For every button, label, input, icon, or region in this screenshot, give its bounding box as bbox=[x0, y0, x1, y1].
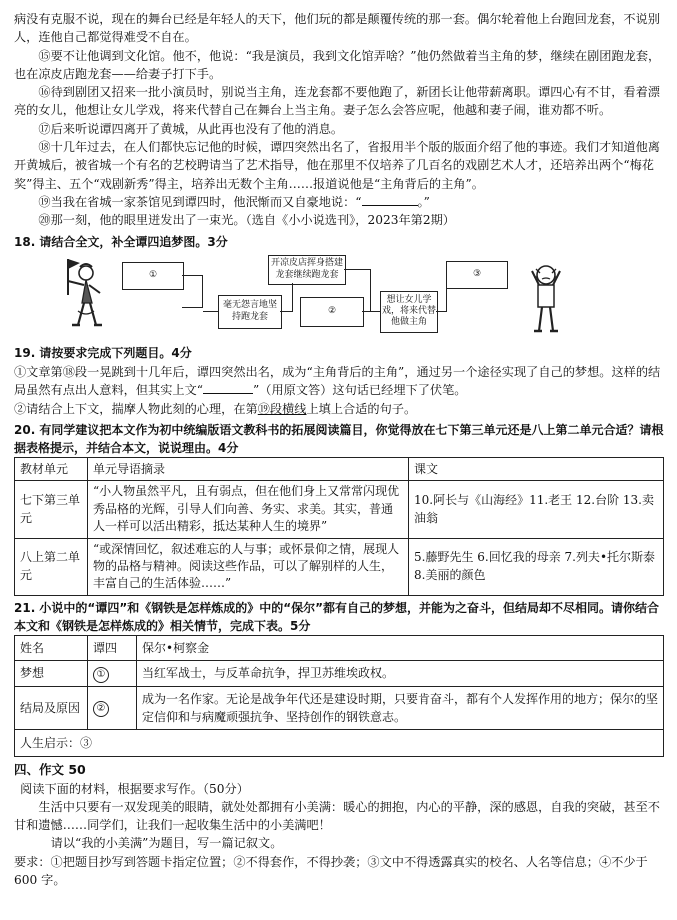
story-paragraph-18: ⑱十几年过去，在人们都快忘记他的时候，谭四突然出名了，省报用半个版的版面介绍了他的事迹。我们才知道他离开黄城后，被省城一个有名的艺校聘请当了艺术指导，他在那里不仅培养了几百名的戏剧艺术人才，还培养出两个“梅花奖”得主、五个“戏剧新秀”得主，培养出无数个主角……报道说他是“主角背后的主角”。 bbox=[14, 140, 660, 191]
story-paragraph-20: ⑳那一刻，他的眼里迸发出了一束光。（选自《小小说选刊》，2023年第2期） bbox=[38, 213, 455, 228]
essay-material: 生活中只要有一双发现美的眼睛，就处处都拥有小美满：暖心的拥抱，内心的平静，深的感恩，自我的突破，甚至不甘和遗憾……同学们，让我们一起收集生活中的小美满吧！ bbox=[14, 799, 660, 833]
q19-answer-blank[interactable] bbox=[203, 381, 253, 394]
intro-cell: “或深情回忆，叙述难忘的人与事；或怀景仰之情，展现人物的品格与精神。阅读这些作品，可以了解别样的人生，丰富自己的生活体验……” bbox=[88, 538, 409, 595]
unit-cell: 八上第二单元 bbox=[15, 538, 88, 595]
table-header-row bbox=[15, 458, 664, 481]
diagram-box-5: ② bbox=[300, 297, 364, 327]
comparison-table bbox=[14, 635, 664, 757]
table-row bbox=[15, 635, 664, 660]
p19-answer-blank[interactable] bbox=[362, 193, 418, 206]
question-19-label: 19. 请按要求完成下列题目。4分 bbox=[14, 345, 192, 360]
unit-table bbox=[14, 457, 664, 595]
paul-result-cell: 成为一名作家。无论是战争年代还是建设时期，只要肯奋斗，都有个人发挥作用的地方；保尔的坚定信仰和与病魔顽强抗争、坚持创作的钢铁意志。 bbox=[137, 686, 664, 729]
essay-heading: 四、作文 50 bbox=[14, 761, 86, 777]
question-21-label: 21. 小说中的“谭四”和《钢铁是怎样炼成的》中的“保尔”都有自己的梦想，并能为之奋斗，但结局却不尽相同。请你结合本文和《钢铁是怎样炼成的》相关情节，完成下表。5分 bbox=[14, 600, 659, 633]
p19-text: ⑲当我在省城一家茶馆见到谭四时，他泯惭而又自豪地说：“ bbox=[38, 194, 362, 209]
intro-cell: “小人物虽然平凡，且有弱点，但在他们身上又常常闪现优秀品格的光辉，引导人们向善、务实、求美。其实，普通人一样可以活出精彩，抵达某种人生的境界” bbox=[88, 481, 409, 538]
header-cell: 单元导语摘录 bbox=[88, 458, 409, 481]
essay-task: 请以“我的小美满”为题目，写一篇记叙文。 bbox=[50, 836, 283, 851]
table-row bbox=[15, 729, 664, 756]
diagram-box-1: ① bbox=[122, 262, 184, 290]
performer-figure-icon bbox=[58, 255, 114, 339]
question-19-sub-2: ②请结合上下文，揣摩人物此刻的心理，在第⑲段横线上填上合适的句子。 bbox=[14, 402, 417, 417]
question-18-label: 18. 请结合全文，补全谭四追梦图。3分 bbox=[14, 234, 228, 249]
texts-cell: 5.藤野先生 6.回忆我的母亲 7.列夫•托尔斯泰 8.美丽的颜色 bbox=[409, 538, 664, 595]
diagram-box-4: 毫无怨言地坚持跑龙套 bbox=[218, 295, 282, 329]
header-cell: 教材单元 bbox=[15, 458, 88, 481]
answer-cell[interactable]: ② bbox=[88, 686, 137, 729]
table-row bbox=[15, 686, 664, 729]
diagram-box-2: 开凉皮店挥身搭建龙套继续跑龙套 bbox=[268, 255, 346, 285]
name-cell: 谭四 bbox=[88, 635, 137, 660]
paul-dream-cell: 当红军战士，与反革命抗争，捍卫苏维埃政权。 bbox=[137, 660, 664, 686]
row-label: 梦想 bbox=[15, 660, 88, 686]
answer-cell[interactable]: ① bbox=[88, 660, 137, 686]
story-paragraph-17: ⑰后来听说谭四离开了黄城，从此再也没有了他的消息。 bbox=[38, 121, 344, 136]
essay-requirements: 要求：①把题目抄写到答题卡指定位置；②不得套作，不得抄袭；③文中不得透露真实的校名、人名等信息；④不少于 600 字。 bbox=[14, 854, 648, 888]
texts-cell: 10.阿长与《山海经》11.老王 12.台阶 13.卖油翁 bbox=[409, 481, 664, 538]
question-19-sub-1: ①文章第⑱段一晃跳到十几年后，谭四突然出名，成为“主角背后的主角”，通过另一个途径实现了自己的梦想。这样的结局虽然有点出人意料，但其实上文“ ”（用原文答）这句话已经埋下了伏笔。 bbox=[14, 364, 661, 397]
story-paragraph-16: ⑯待到剧团又招来一批小演员时，别说当主角，连龙套都不要他跑了，新团长让他带薪离职。谭四心有不甘，看着漂亮的女儿，他想让女儿学戏，将来代替自己在舞台上当主角。妻子怎么会答应呢，他越和妻子闹，谁劝都不听。 bbox=[14, 85, 660, 118]
lesson-cell[interactable]: 人生启示：③ bbox=[15, 729, 664, 756]
unit-cell: 七下第三单元 bbox=[15, 481, 88, 538]
essay-intro: 阅读下面的材料，根据要求写作。（50分） bbox=[20, 781, 249, 796]
name-cell: 保尔•柯察金 bbox=[137, 635, 664, 660]
table-row bbox=[15, 538, 664, 595]
exam-page bbox=[14, 10, 664, 889]
story-paragraph-15: ⑮要不让他调到文化馆。他不，他说：“我是演员，我到文化馆弄啥？”他仍然做着当主角的梦，继续在剧团跑龙套，也在凉皮店跑龙套——给妻子打下手。 bbox=[14, 48, 661, 81]
table-row bbox=[15, 660, 664, 686]
diagram-box-6: 想让女儿学戏，将来代替他做主角 bbox=[380, 291, 438, 333]
row-label: 结局及原因 bbox=[15, 686, 88, 729]
frustrated-figure-icon bbox=[522, 257, 570, 339]
header-cell: 课文 bbox=[409, 458, 664, 481]
p19-end: 。” bbox=[417, 194, 430, 209]
dream-diagram bbox=[14, 255, 664, 341]
story-paragraph-19 bbox=[14, 193, 664, 211]
table-row bbox=[15, 481, 664, 538]
row-label: 姓名 bbox=[15, 635, 88, 660]
question-20-label: 20. 有同学建议把本文作为初中统编版语文教科书的拓展阅读篇目，你觉得放在七下第三单元还是八上第二单元合适？请根据表格提示，并结合本文，说说理由。4分 bbox=[14, 423, 664, 456]
diagram-box-3: ③ bbox=[446, 261, 508, 289]
story-paragraph-top: 病没有克服不说，现在的舞台已经是年轻人的天下，他们玩的都是颠覆传统的那一套。偶尔轮着他上台跑回龙套，不说别人，连他自己都觉得难受不自在。 bbox=[14, 12, 660, 45]
